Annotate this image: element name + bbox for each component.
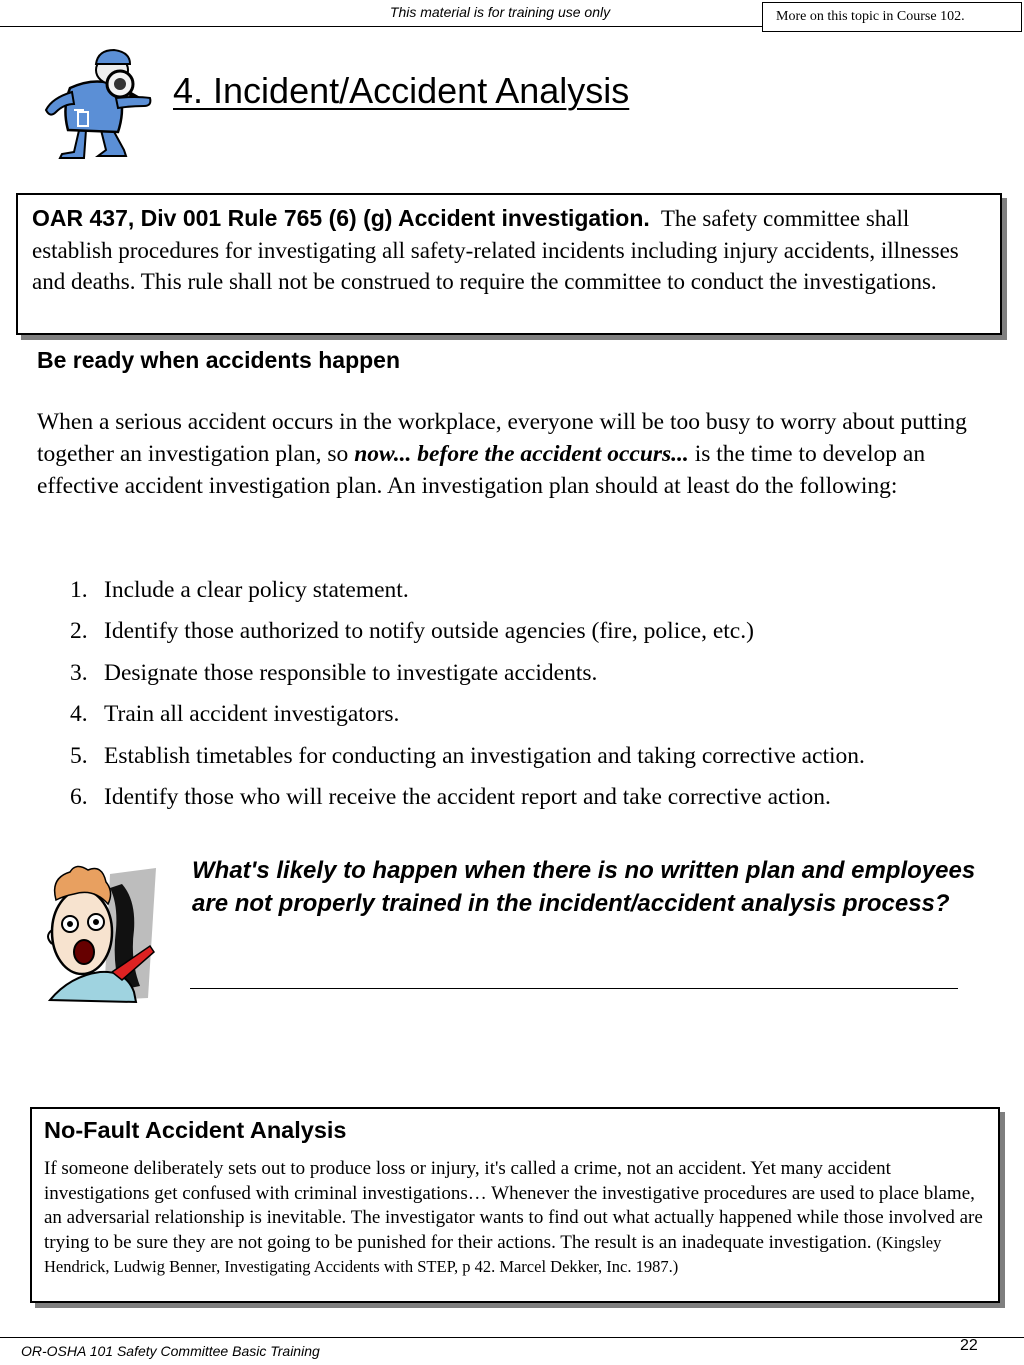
course-reference-box: More on this topic in Course 102.: [762, 2, 1022, 32]
answer-line: [190, 988, 958, 989]
list-item: [70, 698, 865, 739]
nofault-text: If someone deliberately sets out to produce loss or injury, it's called a crime, not an accident. Yet many accident investigations get confused with criminal investigations… Whenever the investigative procedures are used to place blame, an adversarial relationship is inevitable. The investigator wants to find out what actually happened while those involved are trying to be sure they are not going to be punished for their actions. The result is an inadequate investigation.: [44, 1158, 983, 1253]
rule-box-text: The safety committee shall establish procedures for investigating all safety-related incidents including injury accidents, illnesses and deaths. This rule shall not be construed to require the committee to conduct the investigations.: [32, 206, 959, 294]
list-item-text: Identify those who will receive the accident report and take corrective action.: [104, 783, 831, 810]
list-item-number: 5.: [70, 742, 88, 769]
header-divider: [0, 26, 762, 27]
investigation-plan-list: [70, 574, 865, 822]
intro-emphasis: now... before the accident occurs...: [354, 441, 689, 467]
intro-text-before: When a serious accident occurs in the workplace, everyone will be too busy to worry about putting together an investigation plan, so: [37, 409, 967, 467]
list-item-number: 6.: [70, 783, 88, 810]
worried-man-icon: [30, 860, 165, 1008]
list-item: [70, 657, 865, 698]
list-item-text: Establish timetables for conducting an investigation and taking corrective action.: [104, 742, 865, 769]
list-item-text: Train all accident investigators.: [104, 701, 400, 728]
page-title: 4. Incident/Accident Analysis: [173, 70, 630, 111]
section-heading: Be ready when accidents happen: [37, 347, 401, 373]
nofault-title: No-Fault Accident Analysis: [44, 1117, 347, 1143]
list-item-text: Identify those authorized to notify outside agencies (fire, police, etc.): [104, 618, 754, 645]
rule-box-title: OAR 437, Div 001 Rule 765 (6) (g) Accident investigation.: [32, 205, 650, 231]
training-use-note: This material is for training use only: [389, 4, 611, 20]
list-item-number: 1.: [70, 577, 88, 603]
oar-rule-box: [16, 193, 1002, 335]
intro-paragraph: [37, 406, 997, 502]
nofault-analysis-box: [30, 1107, 1000, 1303]
list-item-number: 2.: [70, 618, 88, 645]
footer-divider: [0, 1337, 1024, 1338]
list-item: [70, 740, 865, 781]
list-item: [70, 615, 865, 656]
footer-course-name: OR-OSHA 101 Safety Committee Basic Training: [21, 1343, 320, 1359]
intro-text-after: is the time to develop an effective accident investigation plan. An investigation plan should at least do the following:: [37, 441, 926, 499]
nofault-citation: (Kingsley Hendrick, Ludwig Benner, Investigating Accidents with STEP, p 42. Marcel Dekker, Inc. 1987.): [44, 1232, 942, 1276]
nofault-body: [44, 1157, 986, 1280]
list-item-text: Include a clear policy statement.: [104, 577, 409, 603]
list-item: [70, 574, 865, 615]
detective-magnifier-icon: [40, 48, 160, 160]
page-number: 22: [960, 1337, 978, 1354]
list-item: [70, 781, 865, 822]
list-item-text: Designate those responsible to investigate accidents.: [104, 659, 598, 686]
discussion-question: What's likely to happen when there is no written plan and employees are not properly trained in the incident/accident analysis process?: [192, 857, 976, 917]
list-item-number: 4.: [70, 701, 88, 728]
list-item-number: 3.: [70, 659, 88, 686]
